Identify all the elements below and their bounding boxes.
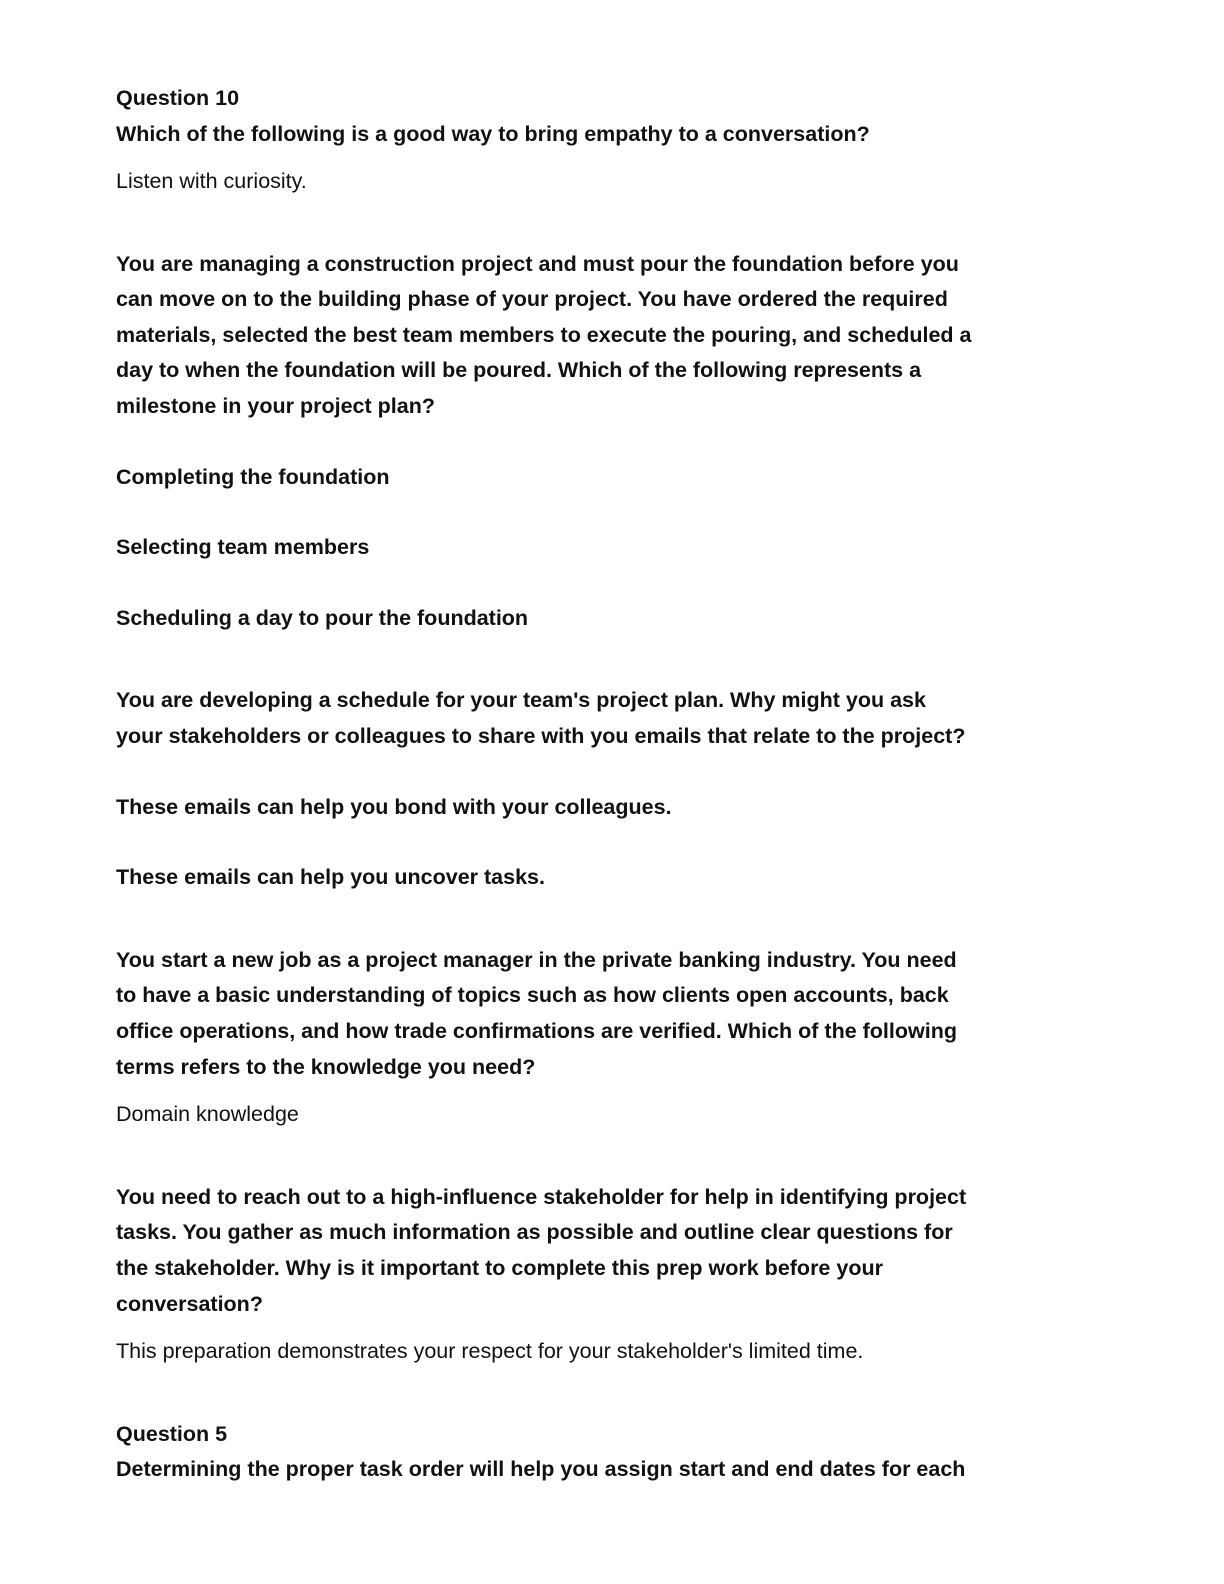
question-line: You are managing a construction project and must pour the foundation before you (116, 251, 959, 276)
question-text: Determining the proper task order will help you assign start and end dates for each (116, 1457, 966, 1482)
option-text: Selecting team members (116, 535, 370, 560)
option-text: These emails can help you uncover tasks. (116, 865, 545, 890)
question-block-10 (116, 81, 1076, 200)
question-block-domain (116, 943, 1076, 1133)
question-line: materials, selected the best team members to execute the pouring, and scheduled a (116, 322, 972, 347)
option-text: Scheduling a day to pour the foundation (116, 605, 529, 630)
question-line: day to when the foundation will be poured. Which of the following represents a (116, 358, 922, 383)
question-line: to have a basic understanding of topics such as how clients open accounts, back (116, 983, 949, 1008)
document-page (116, 81, 1076, 1488)
question-line: office operations, and how trade confirmations are verified. Which of the following (116, 1019, 957, 1043)
question-label: Question 10 (116, 86, 240, 110)
question-text: Which of the following is a good way to bring empathy to a conversation? (116, 121, 870, 146)
answer-text: This preparation demonstrates your respect for your stakeholder's limited time. (116, 1339, 864, 1364)
question-line: can move on to the building phase of your project. You have ordered the required (116, 287, 948, 312)
option-text: Completing the foundation (116, 464, 390, 489)
option-text: These emails can help you bond with your colleagues. (116, 794, 672, 819)
question-line: your stakeholders or colleagues to share with you emails that relate to the project? (116, 724, 966, 749)
question-line: tasks. You gather as much information as possible and outline clear questions for (116, 1220, 953, 1245)
answer-text: Domain knowledge (116, 1102, 299, 1127)
question-block-5 (116, 1417, 1076, 1488)
question-block-milestone (116, 247, 1076, 637)
question-line: terms refers to the knowledge you need? (116, 1054, 536, 1079)
question-line: You need to reach out to a high-influence stakeholder for help in identifying project (116, 1184, 967, 1209)
answer-text: Listen with curiosity. (116, 169, 307, 194)
question-label: Question 5 (116, 1421, 228, 1446)
question-line: milestone in your project plan? (116, 394, 435, 419)
question-line: conversation? (116, 1291, 263, 1316)
question-block-emails (116, 683, 1076, 895)
question-line: You are developing a schedule for your team's project plan. Why might you ask (116, 688, 926, 713)
question-line: the stakeholder. Why is it important to complete this prep work before your (116, 1255, 883, 1280)
question-block-stakeholder (116, 1180, 1076, 1370)
question-line: You start a new job as a project manager in the private banking industry. You need (116, 947, 957, 972)
